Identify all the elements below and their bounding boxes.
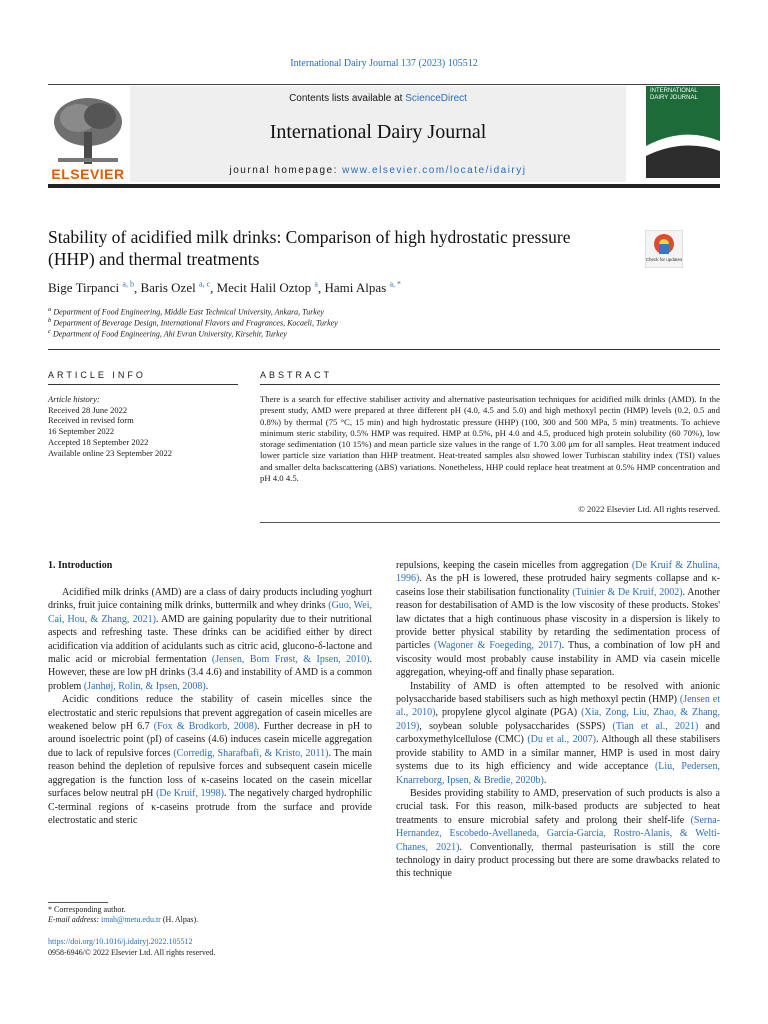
paragraph bbox=[396, 680, 720, 787]
email-link[interactable]: imah@metu.edu.tr bbox=[101, 915, 161, 924]
corresponding-author-note: * Corresponding author. bbox=[48, 905, 126, 914]
header-rule bbox=[48, 84, 720, 85]
reference-link[interactable]: (Guo, Wei, Cai, Hou, & Zhang, 2021) bbox=[48, 600, 372, 625]
body-text: Acidic conditions reduce the stability of casein micelles since the electrostatic and steric repulsions that prevent aggregation of casein micelles are weakened below pH 6.7 bbox=[48, 694, 372, 733]
affiliation: $^b$ Department of Beverage Design, International Flavors and Fragrances, Kocaeli, Turkey bbox=[48, 317, 338, 328]
author[interactable]: Baris Ozel $^{a, c}$ bbox=[140, 280, 211, 296]
body-text: Acidified milk drinks (AMD) are a class of dairy products including yoghurt drinks, fruit juice containing milk drinks, buttermilk and whey drinks bbox=[48, 587, 372, 612]
body-text: . Another reason for destabilisation of AMD is the low viscosity of these products. Stokes' law dictates that a high continuous phase viscosity in a dispersion is likely to provide better physical stability by retarding the sedimentation process of particles bbox=[396, 586, 720, 652]
abstract-text: There is a search for effective stabiliser activity and alternative pasteurisation techniques for acidified milk drinks (AMD). In the present study, AMD were prepared at three different pH (4.0, 4.5 and 5.0) and high methoxyl pectin (HMP) levels (0.2, 0.5 and 0.8%) by thermal (75 °C, 15 min) and high hydrostatic pressure (HHP) (100, 300 and 500 MPa, 5 min) treatments. To achieve minimum steric stability, 0.5% HMP was required. HMP at 0.5%, pH 4.0 and 4.5, produced high protein solubility (60 70%), low storage sedimentation (10 15%) and mean particle size values in the range of 1.70 3.00 μm for all samples. Heat treatment induced lower particle size variation than HHP treatment. Heat-treated samples also showed lower Turbiscan stability index (TSI) values and smaller delta backscattering (ΔBS) variations. Nonetheless, HHP could replace heat treatment at 0.5% HMP concentration and pH 4.0 4.5. bbox=[260, 394, 720, 484]
affiliation: $^a$ Department of Food Engineering, Middle East Technical University, Ankara, Turkey bbox=[48, 306, 324, 317]
journal-title: International Dairy Journal bbox=[269, 121, 487, 143]
elsevier-wordmark: ELSEVIER bbox=[51, 166, 125, 182]
crossmark-label: Check for updates bbox=[645, 257, 683, 262]
author[interactable]: Hami Alpas $^{a, *}$ bbox=[324, 280, 402, 296]
reference-link[interactable]: (Liu, Pedersen, Knarreborg, Ipsen, & Bredie, 2020b) bbox=[396, 761, 720, 786]
paragraph bbox=[396, 787, 720, 881]
email-note: E-mail address: imah@metu.edu.tr (H. Alpas). bbox=[48, 915, 199, 924]
reference-link[interactable]: (Corredig, Sharafbafi, & Kristo, 2011) bbox=[173, 747, 329, 759]
abstract-rule bbox=[260, 384, 720, 385]
section-rule bbox=[48, 349, 720, 350]
affiliation: $^c$ Department of Food Engineering, Ahi Evran University, Kirsehir, Turkey bbox=[48, 328, 287, 339]
abstract-copyright: © 2022 Elsevier Ltd. All rights reserved. bbox=[578, 504, 720, 514]
reference-link[interactable]: (Serna-Hernandez, Escobedo-Avellaneda, García-García, Rostro-Alanis, & Welti-Chanes, 2021) bbox=[396, 814, 720, 853]
paragraph bbox=[48, 693, 372, 827]
abstract-heading: ABSTRACT bbox=[260, 370, 333, 380]
body-text: . bbox=[205, 680, 209, 692]
author[interactable]: Mecit Halil Oztop $^a$ bbox=[216, 280, 318, 296]
reference-link[interactable]: (Jensen et al., 2010) bbox=[396, 694, 720, 719]
header-thick-rule bbox=[48, 184, 720, 188]
introduction-heading: 1. Introduction bbox=[48, 560, 113, 571]
body-text: . Thus, a combination of low pH and viscosity would most probably cause instability in AMD via casein micelle aggregation, wheying-off and finally phase separation. bbox=[396, 640, 720, 679]
journal-citation[interactable]: International Dairy Journal 137 (2023) 105512 bbox=[290, 58, 478, 69]
reference-link[interactable]: (Janhøj, Rolin, & Ipsen, 2008) bbox=[83, 680, 206, 692]
body-text: repulsions, keeping the casein micelles from aggregation bbox=[396, 560, 632, 571]
body-text: , propylene glycol alginate (PGA) bbox=[435, 707, 582, 719]
check-for-updates-icon[interactable] bbox=[645, 230, 683, 268]
body-text: . Conventionally, thermal pasteurisation is still the core technology in dairy product processing but there are some drawbacks related to this technique bbox=[396, 841, 720, 880]
journal-homepage: journal homepage: www.elsevier.com/locate/idairyj bbox=[229, 165, 527, 176]
sciencedirect-link[interactable]: ScienceDirect bbox=[405, 93, 467, 104]
body-text: . Further decrease in pH to around isoelectric point (pI) of caseins (4.6) induces casein micelle aggregation due to lack of repulsive forces bbox=[48, 721, 372, 759]
reference-link[interactable]: (Tuinier & De Kruif, 2002) bbox=[572, 586, 683, 598]
paragraph bbox=[396, 559, 720, 680]
reference-link[interactable]: (De Kruif & Zhulina, 1996) bbox=[396, 560, 720, 585]
issn-line: 0958-6946/© 2022 Elsevier Ltd. All rights reserved. bbox=[48, 948, 216, 957]
article-title: Stability of acidified milk drinks: Comparison of high hydrostatic pressure (HHP) and thermal treatments bbox=[48, 227, 571, 269]
reference-link[interactable]: (Xia, Zong, Liu, Zhao, & Zhang, 2019) bbox=[396, 707, 721, 732]
body-text: . As the pH is lowered, these protruded hairy segments collapse and κ-caseins lose their stabilisation functionality bbox=[396, 573, 720, 598]
doi-link[interactable]: https://doi.org/10.1016/j.idairyj.2022.105512 bbox=[48, 937, 193, 946]
body-column-right bbox=[396, 559, 720, 881]
body-text: . AMD are gaining popularity due to their nutritional aspects and refreshing taste. These drinks can be acidified either by direct acidification via addition of acidulants such as citric acid, glucono-δ-lactone and malic acid or microbial fermentation bbox=[48, 613, 373, 666]
footnote-rule bbox=[48, 902, 108, 903]
body-text: Besides providing stability to AMD, preservation of such products is also a crucial task. For this reason, milk-based products are subjected to heat treatments to ensure microbial safety and prolong their shelf-life bbox=[396, 787, 720, 826]
body-text: . However, these are low pH drinks (3.4 4.6) and instability of AMD is a common problem bbox=[48, 654, 372, 692]
body-text: and carboxymethylcellulose (CMC) bbox=[396, 720, 720, 746]
reference-link[interactable]: (Fox & Brodkorb, 2008) bbox=[153, 721, 258, 733]
body-text: Instability of AMD is often attempted to be resolved with anionic polysaccharide based stabilisers such as high methoxyl pectin (HMP) bbox=[396, 680, 720, 706]
cover-title: INTERNATIONAL DAIRY JOURNAL bbox=[650, 88, 698, 101]
reference-link[interactable]: (De Kruif, 1998) bbox=[156, 788, 225, 800]
author[interactable]: Bige Tirpanci $^{a, b}$ bbox=[48, 280, 134, 296]
reference-link[interactable]: (Tian et al., 2021) bbox=[612, 720, 699, 732]
author-list: Bige Tirpanci $^{a, b}$, Baris Ozel $^{a, c}$, Mecit Halil Oztop $^a$, Hami Alpas $^{a, *}$ bbox=[48, 280, 402, 296]
article-info-heading: ARTICLE INFO bbox=[48, 370, 146, 380]
paragraph bbox=[48, 586, 372, 693]
body-text: , soybean soluble polysaccharides (SSPS) bbox=[419, 720, 613, 732]
reference-link[interactable]: (Jensen, Bom Frøst, & Ipsen, 2010) bbox=[211, 654, 370, 666]
reference-link[interactable]: (Wagoner & Foegeding, 2017) bbox=[434, 640, 562, 652]
body-text: . Although all these stabilisers provide stability to AMD in a similar manner, HMP is used in most dairy systems due to its high efficiency and wide acceptance bbox=[396, 734, 721, 773]
article-history: Article history: Received 28 June 2022 Received in revised form 16 September 2022 Accepted 18 September 2022 Available online 23 September 2022 bbox=[48, 394, 173, 458]
body-text: . The main reason behind the depletion of repulsive forces and subsequent casein micelle aggregation is the function loss of κ-caseins located on the casein micellar surfaces below neutral pH bbox=[48, 747, 372, 800]
article-info-rule bbox=[48, 384, 238, 385]
homepage-link[interactable]: www.elsevier.com/locate/idairyj bbox=[342, 165, 527, 176]
reference-link[interactable]: (Du et al., 2007) bbox=[527, 734, 596, 746]
contents-line: Contents lists available at ScienceDirect bbox=[289, 93, 467, 104]
body-column-left bbox=[48, 586, 372, 827]
body-text: . The negatively charged hydrophilic C-terminal regions of κ-caseins protrude from the surface and provide electrostatic and steric bbox=[48, 788, 372, 826]
abstract-end-rule bbox=[260, 522, 720, 523]
body-text: . bbox=[543, 774, 547, 786]
